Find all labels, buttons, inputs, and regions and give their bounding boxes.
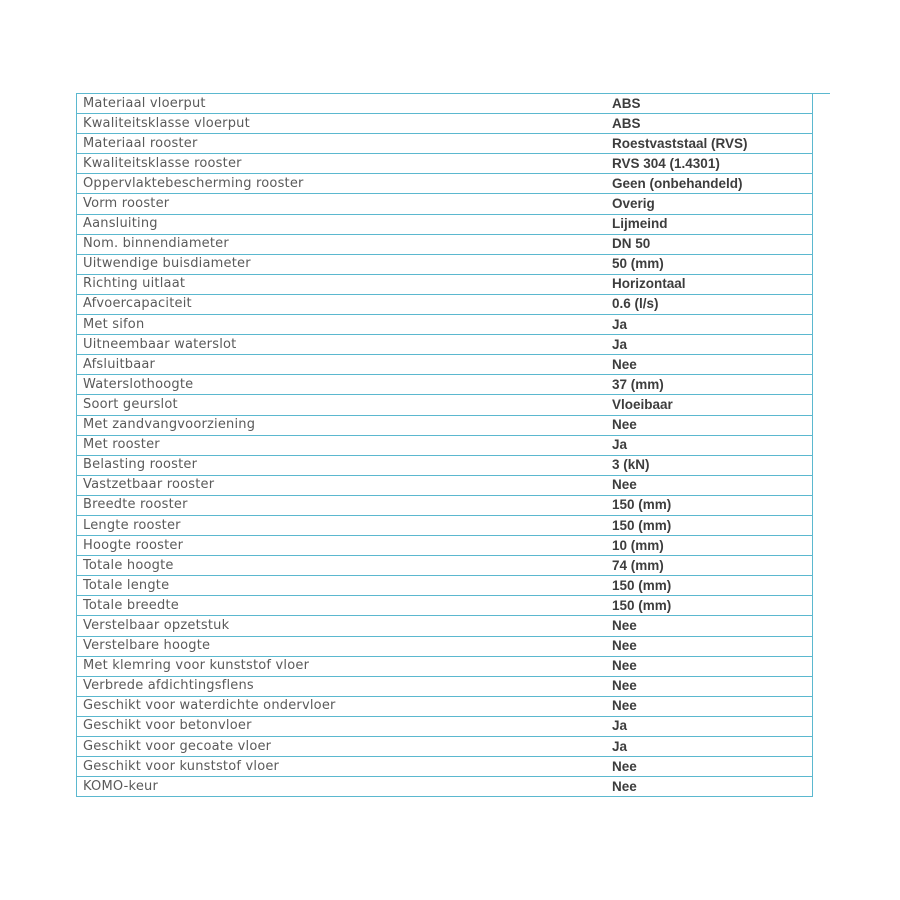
spec-value: Ja (604, 315, 813, 335)
spec-label: Totale lengte (77, 576, 605, 596)
table-row (77, 475, 813, 495)
spec-value: Ja (604, 737, 813, 757)
spec-value: 150 (mm) (604, 576, 813, 596)
table-row (77, 696, 813, 716)
spec-value: 37 (mm) (604, 375, 813, 395)
spec-label: Vorm rooster (77, 194, 605, 214)
table-row (77, 315, 813, 335)
spec-value: Ja (604, 716, 813, 736)
spec-value: Nee (604, 616, 813, 636)
table-row (77, 556, 813, 576)
spec-value: Lijmeind (604, 214, 813, 234)
spec-label: Totale hoogte (77, 556, 605, 576)
spec-label: Hoogte rooster (77, 536, 605, 556)
spec-value: Nee (604, 475, 813, 495)
spec-value: Nee (604, 676, 813, 696)
table-row (77, 194, 813, 214)
spec-value: 150 (mm) (604, 495, 813, 515)
spec-value: Nee (604, 415, 813, 435)
spec-label: Soort geurslot (77, 395, 605, 415)
spec-value: Nee (604, 777, 813, 797)
spec-value: RVS 304 (1.4301) (604, 154, 813, 174)
spec-value: ABS (604, 114, 813, 134)
spec-value: 150 (mm) (604, 596, 813, 616)
specifications-table (76, 93, 813, 797)
table-row (77, 415, 813, 435)
table-row (77, 375, 813, 395)
spec-label: Verstelbare hoogte (77, 636, 605, 656)
table-row (77, 435, 813, 455)
spec-label: Geschikt voor gecoate vloer (77, 737, 605, 757)
table-row (77, 636, 813, 656)
spec-label: Verstelbaar opzetstuk (77, 616, 605, 636)
spec-value: Horizontaal (604, 274, 813, 294)
table-row (77, 716, 813, 736)
spec-label: Aansluiting (77, 214, 605, 234)
spec-label: Vastzetbaar rooster (77, 475, 605, 495)
table-top-rule-extension (812, 93, 830, 94)
table-row (77, 214, 813, 234)
table-row (77, 94, 813, 114)
spec-label: Met zandvangvoorziening (77, 415, 605, 435)
table-row (77, 616, 813, 636)
spec-label: Geschikt voor betonvloer (77, 716, 605, 736)
spec-value: Nee (604, 757, 813, 777)
table-row (77, 174, 813, 194)
spec-label: Belasting rooster (77, 455, 605, 475)
spec-value: ABS (604, 94, 813, 114)
spec-value: 74 (mm) (604, 556, 813, 576)
spec-label: Totale breedte (77, 596, 605, 616)
spec-value: Nee (604, 696, 813, 716)
table-row (77, 676, 813, 696)
table-row (77, 576, 813, 596)
table-row (77, 536, 813, 556)
spec-value: DN 50 (604, 234, 813, 254)
spec-label: Geschikt voor kunststof vloer (77, 757, 605, 777)
specifications-table-body (77, 94, 813, 797)
table-row (77, 335, 813, 355)
spec-label: Afvoercapaciteit (77, 294, 605, 314)
table-row (77, 737, 813, 757)
spec-label: KOMO-keur (77, 777, 605, 797)
spec-label: Materiaal rooster (77, 134, 605, 154)
spec-value: Nee (604, 355, 813, 375)
spec-label: Met rooster (77, 435, 605, 455)
spec-label: Kwaliteitsklasse vloerput (77, 114, 605, 134)
table-row (77, 355, 813, 375)
spec-label: Uitwendige buisdiameter (77, 254, 605, 274)
spec-value: Nee (604, 656, 813, 676)
spec-label: Oppervlaktebescherming rooster (77, 174, 605, 194)
spec-value: Roestvaststaal (RVS) (604, 134, 813, 154)
spec-value: Ja (604, 435, 813, 455)
spec-value: 50 (mm) (604, 254, 813, 274)
table-row (77, 114, 813, 134)
spec-label: Waterslothoogte (77, 375, 605, 395)
table-row (77, 274, 813, 294)
spec-value: 150 (mm) (604, 515, 813, 535)
table-row (77, 254, 813, 274)
spec-value: 3 (kN) (604, 455, 813, 475)
spec-label: Richting uitlaat (77, 274, 605, 294)
spec-label: Materiaal vloerput (77, 94, 605, 114)
table-row (77, 395, 813, 415)
spec-label: Nom. binnendiameter (77, 234, 605, 254)
spec-label: Afsluitbaar (77, 355, 605, 375)
spec-value: Ja (604, 335, 813, 355)
spec-value: Overig (604, 194, 813, 214)
spec-value: Geen (onbehandeld) (604, 174, 813, 194)
table-row (77, 656, 813, 676)
spec-label: Met sifon (77, 315, 605, 335)
spec-value: Vloeibaar (604, 395, 813, 415)
spec-value: 10 (mm) (604, 536, 813, 556)
table-row (77, 134, 813, 154)
table-row (77, 495, 813, 515)
spec-label: Uitneembaar waterslot (77, 335, 605, 355)
table-row (77, 154, 813, 174)
table-row (77, 455, 813, 475)
spec-value: 0.6 (l/s) (604, 294, 813, 314)
table-row (77, 757, 813, 777)
table-row (77, 515, 813, 535)
spec-label: Met klemring voor kunststof vloer (77, 656, 605, 676)
table-row (77, 294, 813, 314)
table-row (77, 777, 813, 797)
spec-label: Verbrede afdichtingsflens (77, 676, 605, 696)
spec-label: Lengte rooster (77, 515, 605, 535)
spec-label: Breedte rooster (77, 495, 605, 515)
spec-label: Kwaliteitsklasse rooster (77, 154, 605, 174)
spec-value: Nee (604, 636, 813, 656)
spec-label: Geschikt voor waterdichte ondervloer (77, 696, 605, 716)
table-row (77, 234, 813, 254)
table-row (77, 596, 813, 616)
